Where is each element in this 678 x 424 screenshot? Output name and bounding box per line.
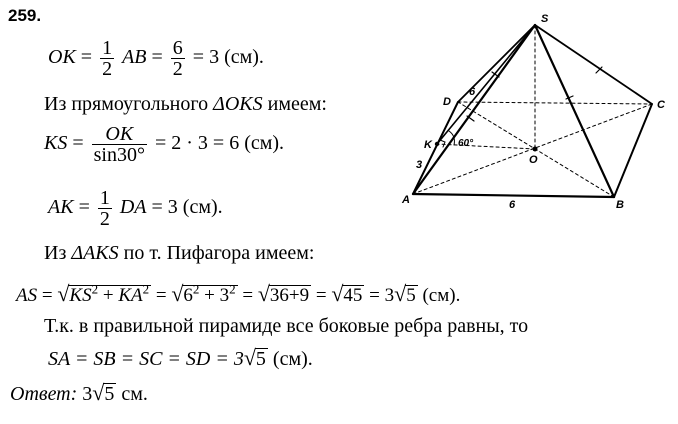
eq: = — [78, 196, 90, 219]
sqrt-icon: √ — [331, 281, 344, 306]
ok-lhs: OK — [48, 46, 76, 69]
eq: = — [315, 285, 327, 306]
label-len-ks: 6 — [469, 86, 476, 98]
da-segment: DA — [119, 196, 147, 219]
point-o — [533, 147, 538, 152]
edge-dc — [458, 102, 652, 104]
eq: = 3 — [369, 285, 395, 306]
ak-lhs: AK — [48, 196, 74, 219]
edge-sa — [413, 25, 535, 194]
numerator: 1 — [102, 37, 113, 59]
eq: = — [80, 46, 93, 69]
label-len-ak: 3 — [416, 159, 423, 171]
radicand-5: 5 — [104, 383, 115, 405]
point-k — [435, 142, 439, 146]
sqrt-icon: √ — [92, 380, 105, 405]
answer-label: Ответ: — [10, 383, 78, 405]
radicand-45: 45 — [343, 285, 363, 306]
radicand-ks-ka: $KS^2 + KA^2$ — [69, 281, 150, 306]
problem-number: 259. — [8, 6, 42, 25]
text-a: Из прямоугольного — [44, 93, 214, 115]
segment-ok — [437, 144, 535, 149]
label-b: B — [616, 199, 624, 211]
eq: = — [242, 285, 254, 306]
triangle-okst: ΔOKS — [213, 93, 263, 115]
result: = 3 (см). — [151, 196, 223, 219]
label-len-ab: 6 — [509, 199, 516, 211]
label-d: D — [443, 96, 451, 108]
text-b: по т. Пифагора имеем: — [118, 242, 315, 264]
sqrt-icon: √ — [243, 345, 256, 370]
label-angle: 60° — [458, 138, 474, 149]
triangle-aks: ΔAKS — [71, 242, 119, 264]
sqrt-icon: √ — [394, 281, 407, 306]
as-lhs: AS — [16, 285, 38, 306]
eq: = — [72, 132, 84, 155]
sqrt-icon: √ — [57, 281, 70, 306]
label-k: K — [424, 139, 432, 151]
result: = 2 · 3 = 6 (см). — [154, 132, 285, 155]
text-regular-pyramid: Т.к. в правильной пирамиде все боковые ребра равны, то — [44, 315, 529, 337]
radicand-5: 5 — [406, 285, 416, 306]
denominator: 2 — [172, 58, 183, 80]
answer-value: 3 — [82, 383, 93, 405]
right-angle-mark — [440, 140, 445, 147]
unit: (см). — [417, 285, 461, 306]
edge-ad — [413, 102, 458, 194]
label-o: O — [529, 154, 538, 166]
radicand-5: 5 — [255, 348, 266, 370]
unit: (см). — [267, 348, 313, 370]
eq: = — [155, 285, 167, 306]
radicand-36-9: 36+9 — [269, 285, 310, 306]
answer-unit: см. — [116, 383, 148, 405]
numerator: OK — [105, 123, 134, 145]
denominator: 2 — [102, 58, 113, 80]
sqrt-icon: √ — [257, 281, 270, 306]
edges-text: SA = SB = SC = SD = 3 — [48, 348, 244, 370]
radicand-6-3: $6^2 + 3^2$ — [183, 281, 236, 306]
eq: = — [41, 285, 53, 306]
edge-bc — [614, 104, 652, 197]
denominator: sin30° — [93, 144, 145, 166]
numerator: 6 — [172, 37, 183, 59]
edge-ab — [413, 194, 614, 197]
ks-lhs: KS — [44, 132, 68, 155]
result: = 3 (см). — [192, 46, 264, 69]
label-c: C — [657, 99, 665, 111]
text-a: Из — [44, 242, 72, 264]
apothem-sk — [437, 25, 535, 144]
eq: = — [151, 46, 163, 69]
ab-segment: AB — [122, 46, 147, 69]
sqrt-icon: √ — [171, 281, 184, 306]
denominator: 2 — [99, 208, 110, 230]
text-b: имеем: — [262, 93, 327, 115]
label-s: S — [541, 13, 549, 25]
label-a: A — [402, 194, 410, 206]
numerator: 1 — [99, 187, 110, 209]
